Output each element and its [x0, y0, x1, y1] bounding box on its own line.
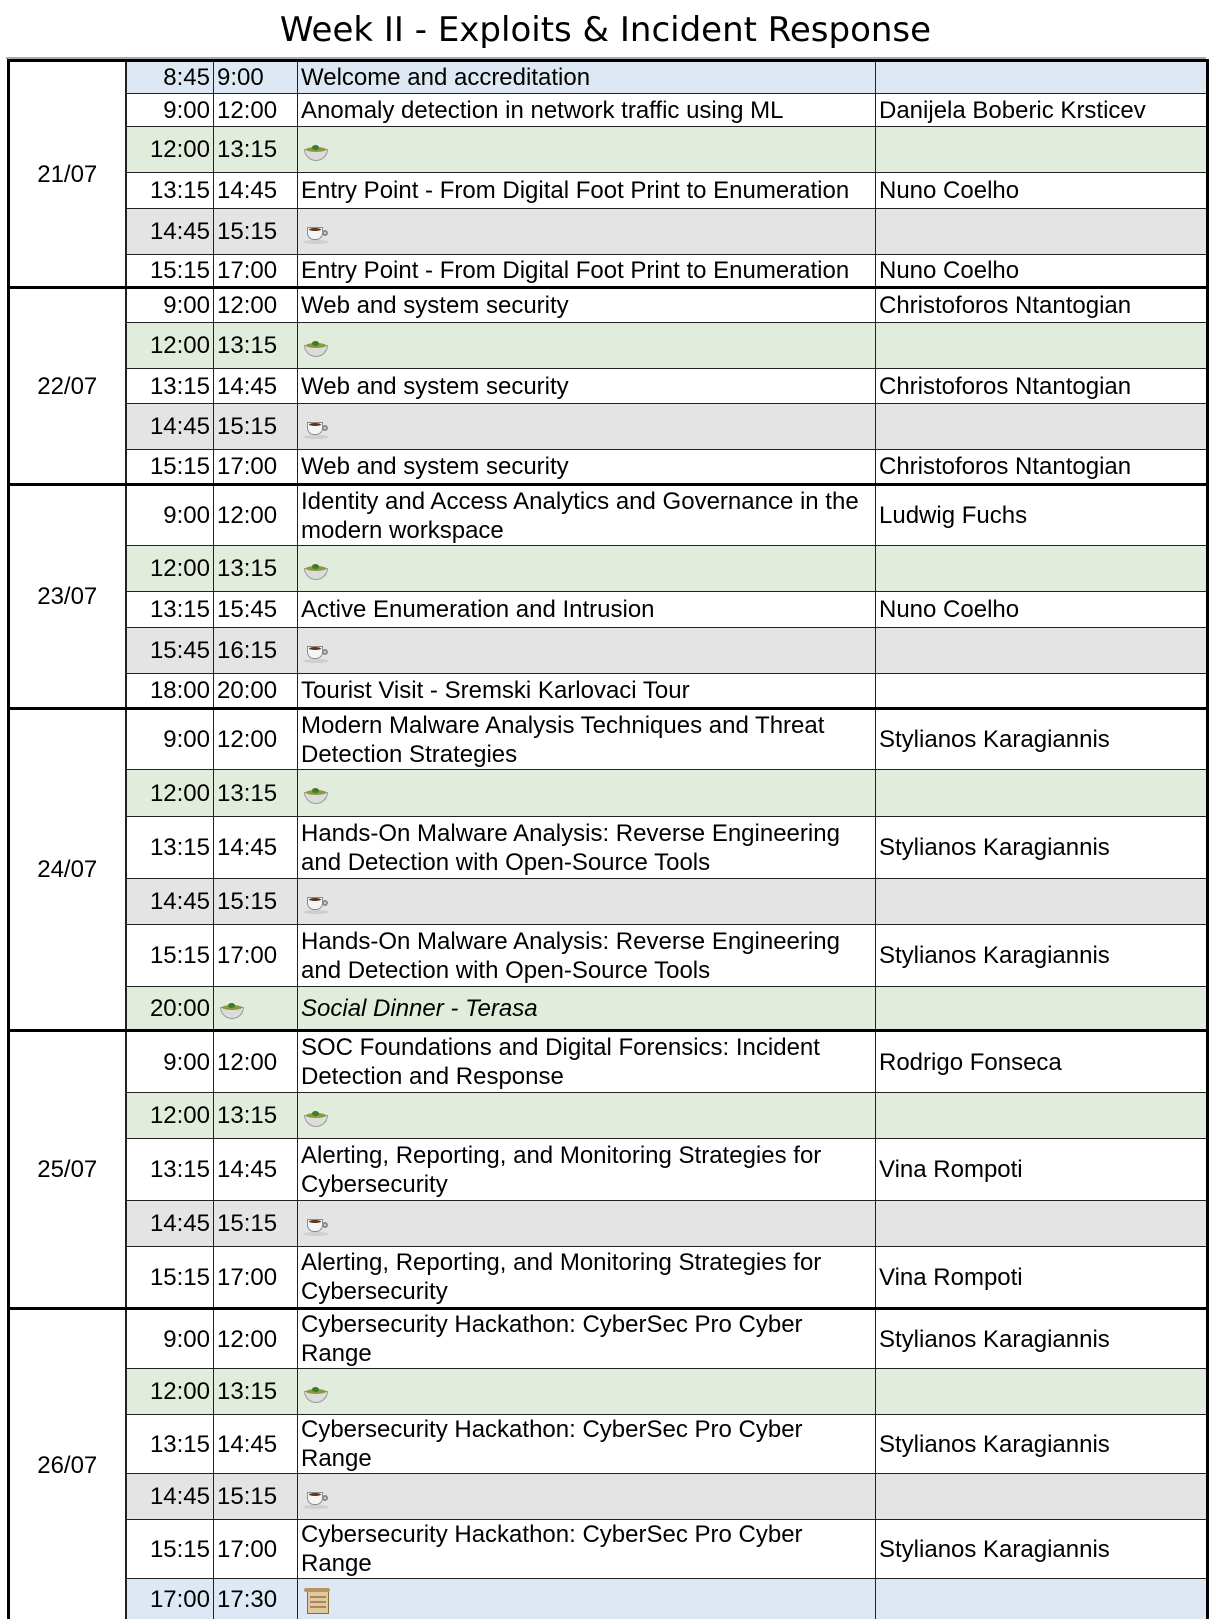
- soup-icon: [301, 557, 331, 583]
- session-title: [298, 1093, 876, 1139]
- speaker-name: Rodrigo Fonseca: [876, 1031, 1208, 1093]
- end-time: 14:45: [214, 1415, 298, 1474]
- table-row: [9, 127, 1208, 173]
- speaker-name: [876, 987, 1208, 1031]
- speaker-name: [876, 546, 1208, 592]
- session-title: [298, 323, 876, 369]
- speaker-name: [876, 61, 1208, 94]
- start-time: 12:00: [126, 323, 214, 369]
- coffee-icon: [301, 1212, 331, 1238]
- speaker-name: [876, 127, 1208, 173]
- end-time: 12:00: [214, 485, 298, 546]
- scroll-icon: [301, 1588, 331, 1614]
- start-time: 13:15: [126, 1415, 214, 1474]
- end-time: 17:00: [214, 255, 298, 288]
- session-title: Web and system security: [298, 450, 876, 485]
- table-row: [9, 369, 1208, 404]
- soup-icon: [301, 138, 331, 164]
- session-title: Alerting, Reporting, and Monitoring Strategies for Cybersecurity: [298, 1139, 876, 1201]
- session-title: Active Enumeration and Intrusion: [298, 592, 876, 628]
- start-time: 14:45: [126, 1474, 214, 1520]
- start-time: 12:00: [126, 127, 214, 173]
- day-date: 25/07: [9, 1031, 126, 1309]
- start-time: 12:00: [126, 1369, 214, 1415]
- session-title: Entry Point - From Digital Foot Print to Enumeration: [298, 173, 876, 209]
- start-time: 9:00: [126, 709, 214, 770]
- speaker-name: [876, 1093, 1208, 1139]
- start-time: 9:00: [126, 1031, 214, 1093]
- start-time: 14:45: [126, 404, 214, 450]
- session-title: Web and system security: [298, 288, 876, 323]
- session-title: Web and system security: [298, 369, 876, 404]
- end-time: 13:15: [214, 1369, 298, 1415]
- end-time: 13:15: [214, 127, 298, 173]
- table-row: [9, 61, 1208, 94]
- session-title: Cybersecurity Hackathon: CyberSec Pro Cyber Range: [298, 1309, 876, 1369]
- table-row: [9, 1520, 1208, 1579]
- table-row: [9, 288, 1208, 323]
- start-time: 9:00: [126, 485, 214, 546]
- day-date: 23/07: [9, 485, 126, 709]
- end-time: 13:15: [214, 323, 298, 369]
- table-row: [9, 674, 1208, 709]
- speaker-name: Stylianos Karagiannis: [876, 1520, 1208, 1579]
- speaker-name: [876, 1201, 1208, 1247]
- end-time: [214, 987, 298, 1031]
- speaker-name: Christoforos Ntantogian: [876, 288, 1208, 323]
- end-time: 9:00: [214, 61, 298, 94]
- day-date: 21/07: [9, 61, 126, 288]
- speaker-name: Nuno Coelho: [876, 255, 1208, 288]
- speaker-name: Stylianos Karagiannis: [876, 925, 1208, 987]
- session-title: Identity and Access Analytics and Governance in the modern workspace: [298, 485, 876, 546]
- session-title: SOC Foundations and Digital Forensics: Incident Detection and Response: [298, 1031, 876, 1093]
- session-title: [298, 1579, 876, 1619]
- speaker-name: Vina Rompoti: [876, 1247, 1208, 1309]
- session-title: [298, 628, 876, 674]
- session-title: Tourist Visit - Sremski Karlovaci Tour: [298, 674, 876, 709]
- end-time: 14:45: [214, 817, 298, 879]
- table-row: [9, 485, 1208, 546]
- start-time: 13:15: [126, 592, 214, 628]
- end-time: 12:00: [214, 709, 298, 770]
- end-time: 16:15: [214, 628, 298, 674]
- end-time: 15:45: [214, 592, 298, 628]
- session-title: Social Dinner - Terasa: [298, 987, 876, 1031]
- speaker-name: Vina Rompoti: [876, 1139, 1208, 1201]
- speaker-name: [876, 323, 1208, 369]
- end-time: 15:15: [214, 879, 298, 925]
- speaker-name: [876, 209, 1208, 255]
- table-row: [9, 1309, 1208, 1369]
- end-time: 17:00: [214, 1247, 298, 1309]
- start-time: 13:15: [126, 817, 214, 879]
- table-row: [9, 1139, 1208, 1201]
- session-title: Alerting, Reporting, and Monitoring Strategies for Cybersecurity: [298, 1247, 876, 1309]
- speaker-name: Nuno Coelho: [876, 173, 1208, 209]
- table-row: [9, 404, 1208, 450]
- table-row: [9, 1415, 1208, 1474]
- start-time: 14:45: [126, 879, 214, 925]
- start-time: 15:15: [126, 1247, 214, 1309]
- coffee-icon: [301, 415, 331, 441]
- coffee-icon: [301, 639, 331, 665]
- speaker-name: Stylianos Karagiannis: [876, 709, 1208, 770]
- session-title: [298, 127, 876, 173]
- speaker-name: Danijela Boberic Krsticev: [876, 94, 1208, 127]
- end-time: 12:00: [214, 288, 298, 323]
- table-row: [9, 323, 1208, 369]
- coffee-icon: [301, 220, 331, 246]
- session-title: [298, 879, 876, 925]
- start-time: 14:45: [126, 209, 214, 255]
- start-time: 17:00: [126, 1579, 214, 1619]
- speaker-name: [876, 404, 1208, 450]
- day-date: 26/07: [9, 1309, 126, 1619]
- end-time: 14:45: [214, 173, 298, 209]
- table-row: [9, 546, 1208, 592]
- end-time: 13:15: [214, 546, 298, 592]
- table-row: [9, 592, 1208, 628]
- table-row: [9, 1201, 1208, 1247]
- speaker-name: Nuno Coelho: [876, 592, 1208, 628]
- table-row: [9, 987, 1208, 1031]
- end-time: 12:00: [214, 1309, 298, 1369]
- speaker-name: Christoforos Ntantogian: [876, 450, 1208, 485]
- session-title: [298, 404, 876, 450]
- end-time: 14:45: [214, 1139, 298, 1201]
- start-time: 15:15: [126, 1520, 214, 1579]
- session-title: Modern Malware Analysis Techniques and Threat Detection Strategies: [298, 709, 876, 770]
- session-title: [298, 1474, 876, 1520]
- session-title: [298, 770, 876, 817]
- session-title: Entry Point - From Digital Foot Print to Enumeration: [298, 255, 876, 288]
- soup-icon: [217, 996, 247, 1022]
- table-row: [9, 173, 1208, 209]
- end-time: 17:00: [214, 450, 298, 485]
- session-title: Hands-On Malware Analysis: Reverse Engineering and Detection with Open-Source Tools: [298, 925, 876, 987]
- speaker-name: [876, 879, 1208, 925]
- coffee-icon: [301, 890, 331, 916]
- speaker-name: [876, 770, 1208, 817]
- speaker-name: [876, 1369, 1208, 1415]
- coffee-icon: [301, 1485, 331, 1511]
- schedule-table: [7, 59, 1209, 1619]
- start-time: 9:00: [126, 288, 214, 323]
- speaker-name: [876, 674, 1208, 709]
- soup-icon: [301, 1104, 331, 1130]
- end-time: 13:15: [214, 1093, 298, 1139]
- speaker-name: Ludwig Fuchs: [876, 485, 1208, 546]
- soup-icon: [301, 781, 331, 807]
- table-row: [9, 709, 1208, 770]
- end-time: 13:15: [214, 770, 298, 817]
- table-row: [9, 1369, 1208, 1415]
- start-time: 12:00: [126, 770, 214, 817]
- end-time: 17:30: [214, 1579, 298, 1619]
- day-date: 22/07: [9, 288, 126, 485]
- session-title: [298, 1369, 876, 1415]
- start-time: 12:00: [126, 546, 214, 592]
- table-row: [9, 770, 1208, 817]
- end-time: 20:00: [214, 674, 298, 709]
- start-time: 9:00: [126, 1309, 214, 1369]
- session-title: [298, 1201, 876, 1247]
- table-row: [9, 628, 1208, 674]
- start-time: 9:00: [126, 94, 214, 127]
- day-date: 24/07: [9, 709, 126, 1031]
- start-time: 15:15: [126, 925, 214, 987]
- table-row: [9, 1031, 1208, 1093]
- start-time: 15:45: [126, 628, 214, 674]
- page-title: Week II - Exploits & Incident Response: [279, 10, 932, 50]
- start-time: 18:00: [126, 674, 214, 709]
- start-time: 13:15: [126, 173, 214, 209]
- table-row: [9, 1474, 1208, 1520]
- speaker-name: [876, 628, 1208, 674]
- speaker-name: Stylianos Karagiannis: [876, 1309, 1208, 1369]
- session-title: [298, 546, 876, 592]
- session-title: Anomaly detection in network traffic using ML: [298, 94, 876, 127]
- table-row: [9, 94, 1208, 127]
- session-title: Cybersecurity Hackathon: CyberSec Pro Cyber Range: [298, 1415, 876, 1474]
- table-row: [9, 255, 1208, 288]
- table-row: [9, 879, 1208, 925]
- speaker-name: [876, 1474, 1208, 1520]
- table-row: [9, 817, 1208, 879]
- end-time: 15:15: [214, 209, 298, 255]
- start-time: 14:45: [126, 1201, 214, 1247]
- session-title: Cybersecurity Hackathon: CyberSec Pro Cyber Range: [298, 1520, 876, 1579]
- session-title: Hands-On Malware Analysis: Reverse Engineering and Detection with Open-Source Tools: [298, 817, 876, 879]
- end-time: 12:00: [214, 94, 298, 127]
- start-time: 8:45: [126, 61, 214, 94]
- table-row: [9, 1579, 1208, 1619]
- start-time: 15:15: [126, 450, 214, 485]
- table-row: [9, 1247, 1208, 1309]
- end-time: 12:00: [214, 1031, 298, 1093]
- session-title: [298, 209, 876, 255]
- end-time: 15:15: [214, 404, 298, 450]
- end-time: 14:45: [214, 369, 298, 404]
- start-time: 13:15: [126, 369, 214, 404]
- table-row: [9, 209, 1208, 255]
- start-time: 15:15: [126, 255, 214, 288]
- end-time: 15:15: [214, 1201, 298, 1247]
- soup-icon: [301, 1380, 331, 1406]
- speaker-name: Stylianos Karagiannis: [876, 1415, 1208, 1474]
- table-row: [9, 1093, 1208, 1139]
- soup-icon: [301, 334, 331, 360]
- start-time: 20:00: [126, 987, 214, 1031]
- start-time: 12:00: [126, 1093, 214, 1139]
- table-row: [9, 925, 1208, 987]
- schedule-body: [9, 61, 1208, 1619]
- speaker-name: Christoforos Ntantogian: [876, 369, 1208, 404]
- speaker-name: Stylianos Karagiannis: [876, 817, 1208, 879]
- end-time: 17:00: [214, 1520, 298, 1579]
- session-title: Welcome and accreditation: [298, 61, 876, 94]
- end-time: 17:00: [214, 925, 298, 987]
- speaker-name: [876, 1579, 1208, 1619]
- end-time: 15:15: [214, 1474, 298, 1520]
- start-time: 13:15: [126, 1139, 214, 1201]
- table-row: [9, 450, 1208, 485]
